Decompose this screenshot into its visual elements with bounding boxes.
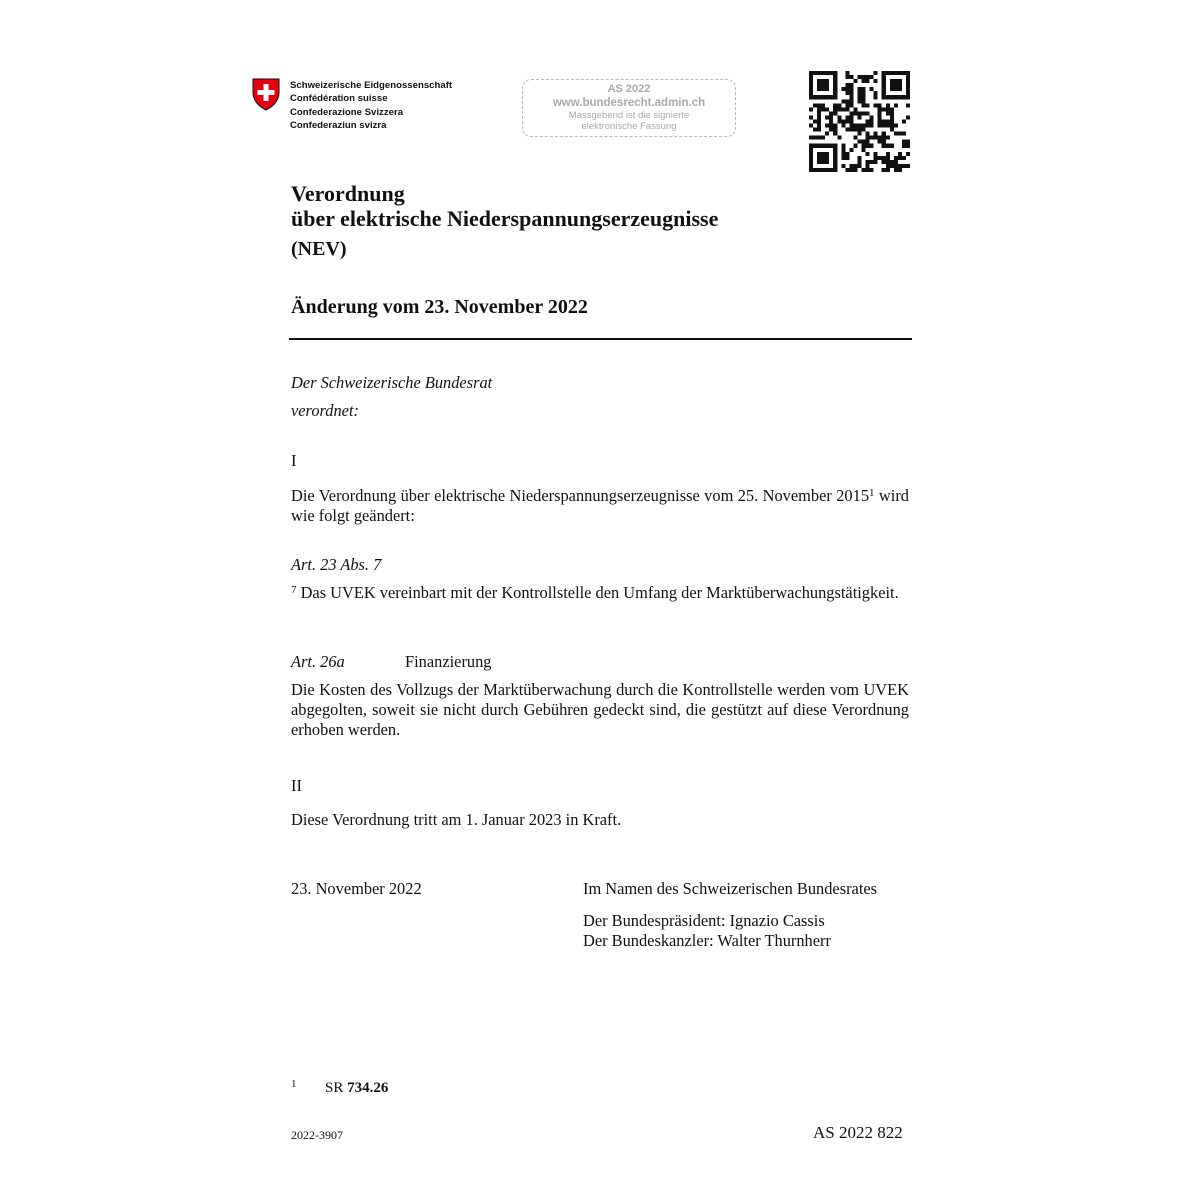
swiss-coat-of-arms-icon — [251, 77, 281, 111]
amendment-date-heading: Änderung vom 23. November 2022 — [291, 296, 588, 318]
intro-text: Die Verordnung über elektrische Niederspannungserzeugnisse vom 25. November 2015 — [291, 486, 870, 505]
preamble — [291, 369, 492, 425]
title-line-1: Verordnung — [291, 181, 405, 206]
preamble-decree: verordnet: — [291, 401, 359, 420]
section-numeral-i: I — [291, 451, 297, 470]
signature-president: Der Bundespräsident: Ignazio Cassis — [583, 911, 825, 930]
title-abbreviation: (NEV) — [291, 238, 347, 260]
article-title: Finanzierung — [405, 652, 492, 671]
article-23-paragraph — [291, 583, 909, 603]
official-collection-number: AS 2022 822 — [813, 1123, 903, 1142]
article-23-text: Das UVEK vereinbart mit der Kontrollstelle den Umfang der Marktüberwachungstätigkeit. — [296, 583, 899, 602]
footnote-reference[interactable]: 734.26 — [347, 1080, 389, 1096]
section-numeral-ii: II — [291, 776, 302, 795]
official-publication-stamp — [522, 79, 736, 137]
footnote-number: 1 — [291, 1078, 297, 1090]
stamp-note-line2: elektronische Fassung — [581, 121, 677, 132]
amendment-intro-paragraph — [291, 486, 909, 526]
stamp-note-line1: Massgebend ist die signierte — [568, 110, 690, 121]
document-id: 2022-3907 — [291, 1128, 343, 1142]
article-23-heading: Art. 23 Abs. 7 — [291, 555, 382, 574]
paragraph-number: 7 — [291, 584, 297, 596]
signature-block — [583, 879, 877, 951]
stamp-website-link[interactable]: www.bundesrecht.admin.ch — [552, 97, 706, 109]
article-26a-heading — [291, 652, 491, 672]
entry-into-force-paragraph: Diese Verordnung tritt am 1. Januar 2023 in Kraft. — [291, 810, 622, 829]
stamp-collection: AS 2022 — [607, 83, 651, 95]
signature-date: 23. November 2022 — [291, 879, 422, 898]
footnote-ref[interactable]: 1 — [869, 487, 875, 499]
federation-name-rm: Confederaziun svizra — [290, 120, 387, 132]
federation-names — [290, 79, 452, 133]
federation-name-fr: Confédération suisse — [290, 93, 388, 105]
title-line-2: über elektrische Niederspannungserzeugnisse — [291, 206, 719, 231]
federation-name-de: Schweizerische Eidgenossenschaft — [290, 80, 453, 91]
preamble-authority: Der Schweizerische Bundesrat — [291, 373, 493, 392]
document-title — [291, 181, 718, 231]
signature-on-behalf: Im Namen des Schweizerischen Bundesrates — [583, 879, 878, 898]
article-26a-paragraph: Die Kosten des Vollzugs der Marktüberwachung durch die Kontrollstelle werden vom UVEK abgegolten, soweit sie nicht durch Gebühren gedeckt sind, die gestützt auf diese Verordnung erhoben werden. — [291, 680, 909, 739]
qr-code-icon — [809, 71, 910, 172]
intro-text-end: wird wie folgt geändert: — [291, 486, 909, 525]
footnote-prefix: SR — [325, 1080, 348, 1096]
signature-chancellor: Der Bundeskanzler: Walter Thurnherr — [583, 931, 831, 950]
federation-name-it: Confederazione Svizzera — [290, 106, 404, 118]
article-number: Art. 26a — [291, 652, 345, 671]
footnote — [291, 1078, 388, 1097]
title-divider — [289, 338, 912, 340]
